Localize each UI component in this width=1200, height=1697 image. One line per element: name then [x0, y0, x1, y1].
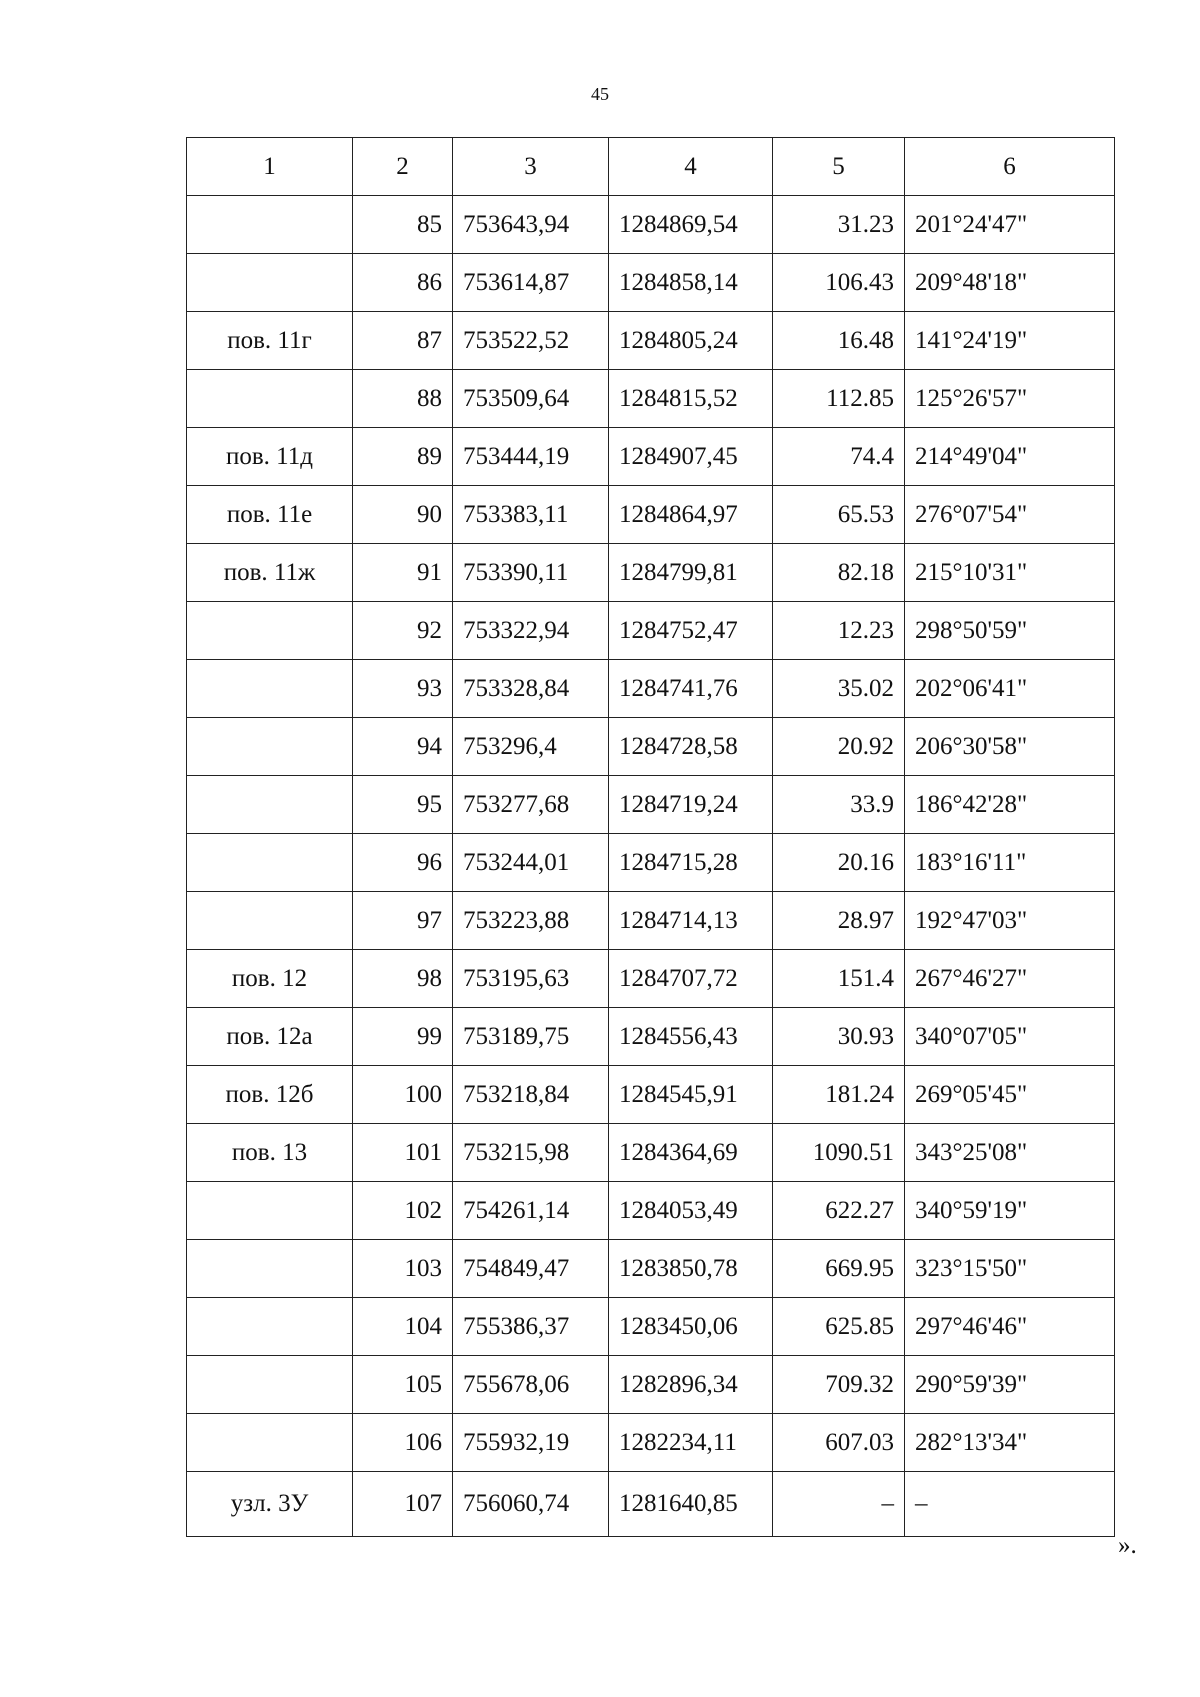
point-number-cell: 106	[353, 1414, 453, 1472]
angle-cell: 323°15'50"	[905, 1240, 1115, 1298]
point-number-cell: 92	[353, 602, 453, 660]
point-label-cell: узл. 3У	[187, 1472, 353, 1537]
x-coordinate-cell: 753509,64	[453, 370, 609, 428]
angle-cell: 141°24'19"	[905, 312, 1115, 370]
angle-cell: 340°07'05"	[905, 1008, 1115, 1066]
length-cell: 16.48	[773, 312, 905, 370]
angle-cell: 297°46'46"	[905, 1298, 1115, 1356]
angle-cell: 267°46'27"	[905, 950, 1115, 1008]
table-row	[187, 1472, 1115, 1537]
table-row	[187, 892, 1115, 950]
length-cell: 31.23	[773, 196, 905, 254]
y-coordinate-cell: 1283450,06	[609, 1298, 773, 1356]
length-cell: 82.18	[773, 544, 905, 602]
point-number-cell: 100	[353, 1066, 453, 1124]
point-label-cell: пов. 11ж	[187, 544, 353, 602]
y-coordinate-cell: 1282234,11	[609, 1414, 773, 1472]
angle-cell: 282°13'34"	[905, 1414, 1115, 1472]
length-cell: 20.92	[773, 718, 905, 776]
angle-cell: 206°30'58"	[905, 718, 1115, 776]
point-number-cell: 88	[353, 370, 453, 428]
length-cell: 106.43	[773, 254, 905, 312]
point-number-cell: 94	[353, 718, 453, 776]
angle-cell: 186°42'28"	[905, 776, 1115, 834]
page-number: 45	[591, 84, 609, 104]
y-coordinate-cell: 1284053,49	[609, 1182, 773, 1240]
column-header: 5	[773, 138, 905, 196]
y-coordinate-cell: 1284799,81	[609, 544, 773, 602]
length-cell: 33.9	[773, 776, 905, 834]
angle-cell: –	[905, 1472, 1115, 1537]
point-label-cell	[187, 1414, 353, 1472]
point-label-cell	[187, 602, 353, 660]
coordinates-table	[186, 137, 1115, 1537]
point-number-cell: 107	[353, 1472, 453, 1537]
point-label-cell	[187, 660, 353, 718]
x-coordinate-cell: 755932,19	[453, 1414, 609, 1472]
point-label-cell	[187, 1298, 353, 1356]
x-coordinate-cell: 756060,74	[453, 1472, 609, 1537]
table-row	[187, 1008, 1115, 1066]
x-coordinate-cell: 753195,63	[453, 950, 609, 1008]
x-coordinate-cell: 753328,84	[453, 660, 609, 718]
point-number-cell: 101	[353, 1124, 453, 1182]
x-coordinate-cell: 754261,14	[453, 1182, 609, 1240]
point-number-cell: 86	[353, 254, 453, 312]
point-number-cell: 87	[353, 312, 453, 370]
y-coordinate-cell: 1284741,76	[609, 660, 773, 718]
table-row	[187, 1240, 1115, 1298]
angle-cell: 125°26'57"	[905, 370, 1115, 428]
closing-quote: ».	[1118, 1532, 1137, 1559]
table-row	[187, 1124, 1115, 1182]
length-cell: 151.4	[773, 950, 905, 1008]
angle-cell: 214°49'04"	[905, 428, 1115, 486]
point-label-cell: пов. 11д	[187, 428, 353, 486]
angle-cell: 183°16'11"	[905, 834, 1115, 892]
x-coordinate-cell: 753643,94	[453, 196, 609, 254]
table-row	[187, 950, 1115, 1008]
point-label-cell	[187, 370, 353, 428]
point-label-cell	[187, 1356, 353, 1414]
length-cell: 30.93	[773, 1008, 905, 1066]
point-label-cell	[187, 196, 353, 254]
point-label-cell: пов. 12а	[187, 1008, 353, 1066]
table-row	[187, 1414, 1115, 1472]
y-coordinate-cell: 1283850,78	[609, 1240, 773, 1298]
column-header: 2	[353, 138, 453, 196]
length-cell: 12.23	[773, 602, 905, 660]
point-number-cell: 89	[353, 428, 453, 486]
point-label-cell	[187, 1182, 353, 1240]
point-number-cell: 97	[353, 892, 453, 950]
length-cell: 181.24	[773, 1066, 905, 1124]
x-coordinate-cell: 753244,01	[453, 834, 609, 892]
table-row	[187, 370, 1115, 428]
length-cell: 20.16	[773, 834, 905, 892]
x-coordinate-cell: 753277,68	[453, 776, 609, 834]
y-coordinate-cell: 1284907,45	[609, 428, 773, 486]
point-number-cell: 91	[353, 544, 453, 602]
table-row	[187, 1182, 1115, 1240]
point-label-cell	[187, 1240, 353, 1298]
point-number-cell: 96	[353, 834, 453, 892]
length-cell: 65.53	[773, 486, 905, 544]
table-row	[187, 776, 1115, 834]
point-label-cell	[187, 892, 353, 950]
point-label-cell: пов. 11е	[187, 486, 353, 544]
table-row	[187, 428, 1115, 486]
angle-cell: 192°47'03"	[905, 892, 1115, 950]
x-coordinate-cell: 755678,06	[453, 1356, 609, 1414]
point-number-cell: 103	[353, 1240, 453, 1298]
angle-cell: 202°06'41"	[905, 660, 1115, 718]
table-row	[187, 602, 1115, 660]
angle-cell: 340°59'19"	[905, 1182, 1115, 1240]
x-coordinate-cell: 753322,94	[453, 602, 609, 660]
length-cell: 669.95	[773, 1240, 905, 1298]
table-row	[187, 834, 1115, 892]
point-number-cell: 93	[353, 660, 453, 718]
x-coordinate-cell: 753390,11	[453, 544, 609, 602]
table-row	[187, 1298, 1115, 1356]
x-coordinate-cell: 753383,11	[453, 486, 609, 544]
y-coordinate-cell: 1284719,24	[609, 776, 773, 834]
x-coordinate-cell: 753218,84	[453, 1066, 609, 1124]
point-number-cell: 98	[353, 950, 453, 1008]
point-label-cell: пов. 11г	[187, 312, 353, 370]
x-coordinate-cell: 753296,4	[453, 718, 609, 776]
length-cell: 112.85	[773, 370, 905, 428]
table-row	[187, 196, 1115, 254]
table-row	[187, 254, 1115, 312]
angle-cell: 209°48'18"	[905, 254, 1115, 312]
x-coordinate-cell: 755386,37	[453, 1298, 609, 1356]
x-coordinate-cell: 753215,98	[453, 1124, 609, 1182]
y-coordinate-cell: 1284715,28	[609, 834, 773, 892]
angle-cell: 215°10'31"	[905, 544, 1115, 602]
table-row	[187, 312, 1115, 370]
point-number-cell: 85	[353, 196, 453, 254]
length-cell: 74.4	[773, 428, 905, 486]
point-label-cell	[187, 254, 353, 312]
angle-cell: 298°50'59"	[905, 602, 1115, 660]
point-number-cell: 102	[353, 1182, 453, 1240]
point-label-cell	[187, 776, 353, 834]
table-row	[187, 544, 1115, 602]
y-coordinate-cell: 1284869,54	[609, 196, 773, 254]
y-coordinate-cell: 1284714,13	[609, 892, 773, 950]
table-row	[187, 486, 1115, 544]
point-label-cell	[187, 834, 353, 892]
point-number-cell: 104	[353, 1298, 453, 1356]
column-header: 4	[609, 138, 773, 196]
y-coordinate-cell: 1282896,34	[609, 1356, 773, 1414]
x-coordinate-cell: 753189,75	[453, 1008, 609, 1066]
table-row	[187, 1356, 1115, 1414]
y-coordinate-cell: 1284858,14	[609, 254, 773, 312]
y-coordinate-cell: 1284815,52	[609, 370, 773, 428]
y-coordinate-cell: 1284752,47	[609, 602, 773, 660]
y-coordinate-cell: 1284545,91	[609, 1066, 773, 1124]
column-header: 3	[453, 138, 609, 196]
angle-cell: 276°07'54"	[905, 486, 1115, 544]
column-header: 1	[187, 138, 353, 196]
point-label-cell: пов. 13	[187, 1124, 353, 1182]
length-cell: –	[773, 1472, 905, 1537]
point-number-cell: 95	[353, 776, 453, 834]
x-coordinate-cell: 753614,87	[453, 254, 609, 312]
angle-cell: 343°25'08"	[905, 1124, 1115, 1182]
table-body	[187, 196, 1115, 1537]
table-row	[187, 660, 1115, 718]
angle-cell: 201°24'47"	[905, 196, 1115, 254]
y-coordinate-cell: 1281640,85	[609, 1472, 773, 1537]
length-cell: 625.85	[773, 1298, 905, 1356]
y-coordinate-cell: 1284728,58	[609, 718, 773, 776]
x-coordinate-cell: 753223,88	[453, 892, 609, 950]
point-number-cell: 90	[353, 486, 453, 544]
point-label-cell: пов. 12	[187, 950, 353, 1008]
point-number-cell: 105	[353, 1356, 453, 1414]
length-cell: 35.02	[773, 660, 905, 718]
y-coordinate-cell: 1284707,72	[609, 950, 773, 1008]
x-coordinate-cell: 754849,47	[453, 1240, 609, 1298]
length-cell: 1090.51	[773, 1124, 905, 1182]
length-cell: 709.32	[773, 1356, 905, 1414]
y-coordinate-cell: 1284805,24	[609, 312, 773, 370]
point-number-cell: 99	[353, 1008, 453, 1066]
length-cell: 28.97	[773, 892, 905, 950]
table-header-row	[187, 138, 1115, 196]
point-label-cell: пов. 12б	[187, 1066, 353, 1124]
length-cell: 622.27	[773, 1182, 905, 1240]
point-label-cell	[187, 718, 353, 776]
x-coordinate-cell: 753444,19	[453, 428, 609, 486]
length-cell: 607.03	[773, 1414, 905, 1472]
table-row	[187, 1066, 1115, 1124]
angle-cell: 269°05'45"	[905, 1066, 1115, 1124]
y-coordinate-cell: 1284864,97	[609, 486, 773, 544]
y-coordinate-cell: 1284556,43	[609, 1008, 773, 1066]
angle-cell: 290°59'39"	[905, 1356, 1115, 1414]
x-coordinate-cell: 753522,52	[453, 312, 609, 370]
column-header: 6	[905, 138, 1115, 196]
y-coordinate-cell: 1284364,69	[609, 1124, 773, 1182]
table-row	[187, 718, 1115, 776]
